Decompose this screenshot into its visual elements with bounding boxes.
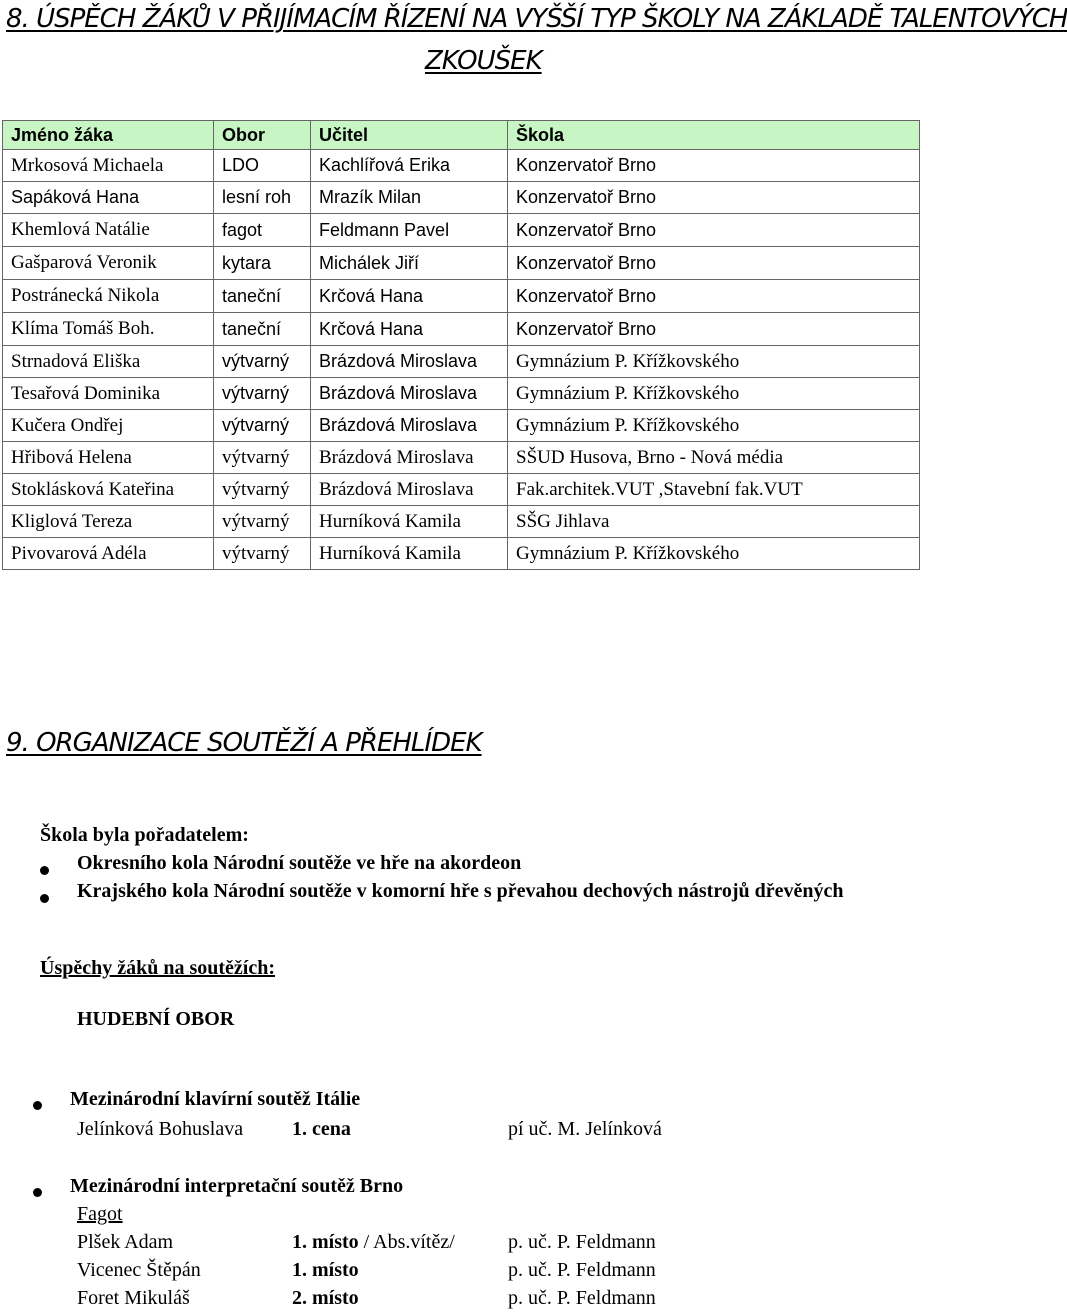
table-row bbox=[3, 313, 920, 346]
cell-student-name: Hřibová Helena bbox=[3, 442, 214, 474]
cell-student-name: Khemlová Natálie bbox=[3, 214, 214, 247]
cell-student-name: Pivovarová Adéla bbox=[3, 538, 214, 570]
table-row bbox=[3, 280, 920, 313]
cell-school: Konzervatoř Brno bbox=[508, 313, 920, 346]
competition-subtitle: Fagot bbox=[77, 1203, 123, 1225]
organizer-item-1: Okresního kola Národní soutěže ve hře na akordeon bbox=[77, 852, 522, 874]
dot-bullet-icon bbox=[33, 1184, 42, 1202]
cell-field: fagot bbox=[214, 214, 311, 247]
cell-teacher: Krčová Hana bbox=[311, 280, 508, 313]
table-row bbox=[3, 538, 920, 570]
cell-student-name: Sapáková Hana bbox=[3, 182, 214, 214]
cell-school: Konzervatoř Brno bbox=[508, 150, 920, 182]
cell-teacher: Kachlířová Erika bbox=[311, 150, 508, 182]
column-header-field: Obor bbox=[214, 121, 311, 150]
organizer-item-2: Krajského kola Národní soutěže v komorní hře s převahou dechových nástrojů dřevěných bbox=[77, 880, 844, 902]
cell-school: Gymnázium P. Křížkovského bbox=[508, 410, 920, 442]
table-header-row bbox=[3, 121, 920, 150]
cell-field: výtvarný bbox=[214, 346, 311, 378]
result-teacher: p. uč. P. Feldmann bbox=[508, 1259, 656, 1281]
cell-school: Fak.architek.VUT ,Stavební fak.VUT bbox=[508, 474, 920, 506]
result-teacher: p. uč. P. Feldmann bbox=[508, 1287, 656, 1309]
cell-student-name: Strnadová Eliška bbox=[3, 346, 214, 378]
table-row bbox=[3, 378, 920, 410]
table-row bbox=[3, 214, 920, 247]
cell-teacher: Brázdová Miroslava bbox=[311, 442, 508, 474]
result-place: 1. cena bbox=[292, 1118, 351, 1140]
result-place bbox=[292, 1231, 455, 1254]
admissions-table bbox=[2, 120, 920, 570]
competition-title-1: Mezinárodní klavírní soutěž Itálie bbox=[70, 1088, 361, 1110]
cell-teacher: Mrazík Milan bbox=[311, 182, 508, 214]
section-heading-8-continued: ZKOUŠEK bbox=[425, 46, 542, 76]
result-teacher: p. uč. P. Feldmann bbox=[508, 1231, 656, 1253]
cell-school: Gymnázium P. Křížkovského bbox=[508, 538, 920, 570]
cell-school: Konzervatoř Brno bbox=[508, 280, 920, 313]
cell-teacher: Hurníková Kamila bbox=[311, 538, 508, 570]
cell-field: výtvarný bbox=[214, 378, 311, 410]
result-name: Foret Mikuláš bbox=[77, 1287, 190, 1309]
cell-field: taneční bbox=[214, 280, 311, 313]
result-teacher: pí uč. M. Jelínková bbox=[508, 1118, 662, 1140]
cell-field: kytara bbox=[214, 247, 311, 280]
cell-field: LDO bbox=[214, 150, 311, 182]
cell-student-name: Tesařová Dominika bbox=[3, 378, 214, 410]
column-header-student: Jméno žáka bbox=[3, 121, 214, 150]
result-name: Plšek Adam bbox=[77, 1231, 174, 1253]
table-row bbox=[3, 182, 920, 214]
cell-student-name: Klíma Tomáš Boh. bbox=[3, 313, 214, 346]
result-extra: / Abs.vítěz/ bbox=[358, 1231, 455, 1253]
cell-teacher: Brázdová Miroslava bbox=[311, 410, 508, 442]
section-heading-8: 8. ÚSPĚCH ŽÁKŮ V PŘIJÍMACÍM ŘÍZENÍ NA VYŠŠÍ TYP ŠKOLY NA ZÁKLADĚ TALENTOVÝCH bbox=[6, 4, 1067, 34]
table-row bbox=[3, 474, 920, 506]
table-row bbox=[3, 442, 920, 474]
cell-field: taneční bbox=[214, 313, 311, 346]
cell-school: Konzervatoř Brno bbox=[508, 247, 920, 280]
column-header-teacher: Učitel bbox=[311, 121, 508, 150]
cell-teacher: Hurníková Kamila bbox=[311, 506, 508, 538]
cell-student-name: Postránecká Nikola bbox=[3, 280, 214, 313]
cell-field: výtvarný bbox=[214, 538, 311, 570]
result-place: 1. místo bbox=[292, 1259, 359, 1281]
cell-field: lesní roh bbox=[214, 182, 311, 214]
cell-school: Gymnázium P. Křížkovského bbox=[508, 346, 920, 378]
cell-student-name: Mrkosová Michaela bbox=[3, 150, 214, 182]
table-row bbox=[3, 247, 920, 280]
result-name: Jelínková Bohuslava bbox=[77, 1118, 244, 1140]
cell-student-name: Stoklásková Kateřina bbox=[3, 474, 214, 506]
cell-school: SŠUD Husova, Brno - Nová média bbox=[508, 442, 920, 474]
result-place: 2. místo bbox=[292, 1287, 359, 1309]
dot-bullet-icon bbox=[40, 862, 49, 880]
table-row bbox=[3, 150, 920, 182]
cell-school: Gymnázium P. Křížkovského bbox=[508, 378, 920, 410]
section-label-music: HUDEBNÍ OBOR bbox=[77, 1008, 235, 1030]
table-row bbox=[3, 506, 920, 538]
table-row bbox=[3, 346, 920, 378]
result-place-value: 1. místo bbox=[292, 1231, 359, 1253]
section-heading-9: 9. ORGANIZACE SOUTĚŽÍ A PŘEHLÍDEK bbox=[6, 728, 482, 758]
result-name: Vicenec Štěpán bbox=[77, 1259, 201, 1281]
organizer-intro: Škola byla pořadatelem: bbox=[40, 824, 249, 846]
dot-bullet-icon bbox=[33, 1097, 42, 1115]
cell-field: výtvarný bbox=[214, 506, 311, 538]
cell-field: výtvarný bbox=[214, 474, 311, 506]
successes-title: Úspěchy žáků na soutěžích: bbox=[40, 957, 276, 979]
cell-teacher: Brázdová Miroslava bbox=[311, 346, 508, 378]
competition-title-2: Mezinárodní interpretační soutěž Brno bbox=[70, 1175, 404, 1197]
cell-teacher: Brázdová Miroslava bbox=[311, 474, 508, 506]
cell-student-name: Kliglová Tereza bbox=[3, 506, 214, 538]
cell-field: výtvarný bbox=[214, 442, 311, 474]
table-row bbox=[3, 410, 920, 442]
cell-student-name: Kučera Ondřej bbox=[3, 410, 214, 442]
cell-school: Konzervatoř Brno bbox=[508, 214, 920, 247]
cell-student-name: Gašparová Veronik bbox=[3, 247, 214, 280]
cell-field: výtvarný bbox=[214, 410, 311, 442]
dot-bullet-icon bbox=[40, 890, 49, 908]
column-header-school: Škola bbox=[508, 121, 920, 150]
cell-teacher: Feldmann Pavel bbox=[311, 214, 508, 247]
cell-teacher: Brázdová Miroslava bbox=[311, 378, 508, 410]
cell-school: Konzervatoř Brno bbox=[508, 182, 920, 214]
cell-teacher: Michálek Jiří bbox=[311, 247, 508, 280]
cell-school: SŠG Jihlava bbox=[508, 506, 920, 538]
cell-teacher: Krčová Hana bbox=[311, 313, 508, 346]
